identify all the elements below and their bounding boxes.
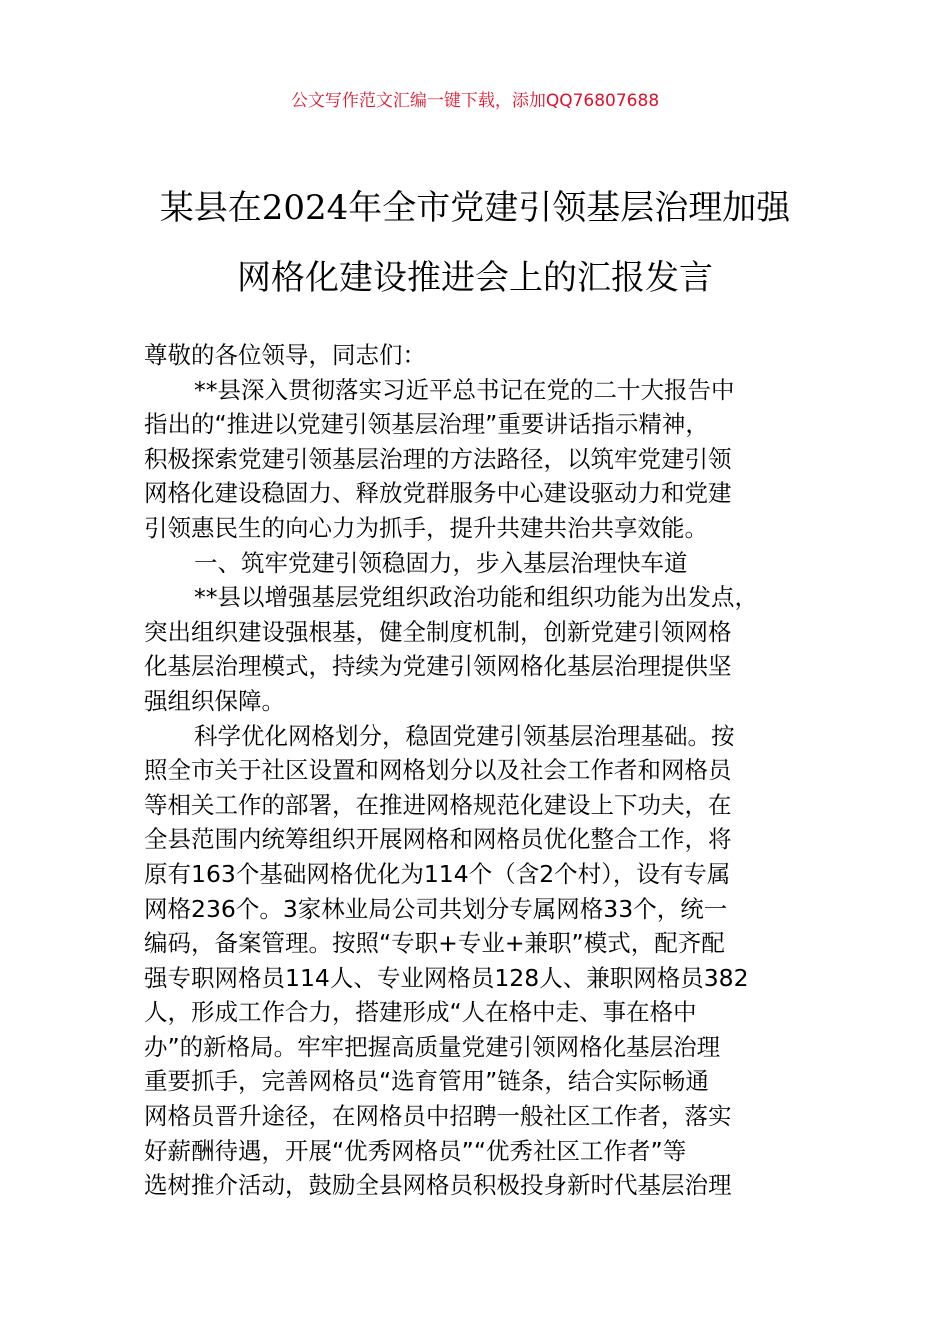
body-text-line: 强专职网格员114人、专业网格员128人、兼职网格员382 [144,963,749,992]
body-text-line: 网格化建设稳固力、释放党群服务中心建设驱动力和党建 [144,479,732,508]
body-text-line: 等相关工作的部署，在推进网格规范化建设上下功夫，在 [144,790,732,819]
body-text-line: 办”的新格局。牢牢把握高质量党建引领网格化基层治理 [144,1032,721,1061]
body-text-line: 引领惠民生的向心力为抓手，提升共建共治共享效能。 [144,513,708,542]
body-text-line: 原有163个基础网格优化为114个（含2个村），设有专属 [144,859,731,888]
body-text-line: **县以增强基层党组织政治功能和组织功能为出发点， [194,583,758,612]
body-text-line: 一、筑牢党建引领稳固力，步入基层治理快车道 [194,548,688,577]
body-text-line: 好薪酬待遇，开展“优秀网格员”“优秀社区工作者”等 [144,1136,687,1165]
body-text-line: 人，形成工作合力，搭建形成“人在格中走、事在格中 [144,998,697,1027]
document-title-line-2: 网格化建设推进会上的汇报发言 [237,258,713,298]
body-text-line: 积极探索党建引领基层治理的方法路径，以筑牢党建引领 [144,444,732,473]
body-text-line: 突出组织建设强根基，健全制度机制，创新党建引领网格 [144,617,732,646]
body-text-line: 编码，备案管理。按照“专职+专业+兼职”模式，配齐配 [144,929,725,958]
body-text-line: 科学优化网格划分，稳固党建引领基层治理基础。按 [194,721,735,750]
download-banner-link[interactable]: 公文写作范文汇编一键下载，添加QQ76807688 [290,91,660,111]
body-text-line: 指出的“推进以党建引领基层治理”重要讲话指示精神， [144,410,709,439]
document-body [144,338,834,1203]
document-title-line-1: 某县在2024年全市党建引领基层治理加强 [159,188,791,228]
body-text-line: 网格员晋升途径，在网格员中招聘一般社区工作者，落实 [144,1102,732,1131]
body-text-line: 化基层治理模式，持续为党建引领网格化基层治理提供坚 [144,652,732,681]
body-text-line: **县深入贯彻落实习近平总书记在党的二十大报告中 [194,375,735,404]
body-text-line: 重要抓手，完善网格员“选育管用”链条，结合实际畅通 [144,1067,709,1096]
body-text-line: 全县范围内统筹组织开展网格和网格员优化整合工作，将 [144,825,732,854]
body-text-line: 网格236个。3家林业局公司共划分专属网格33个，统一 [144,894,728,923]
body-text-line: 选树推介活动，鼓励全县网格员积极投身新时代基层治理 [144,1171,732,1200]
body-text-line: 强组织保障。 [144,686,285,715]
body-text-line: 照全市关于社区设置和网格划分以及社会工作者和网格员 [144,756,732,785]
body-text-line: 尊敬的各位领导，同志们： [144,341,426,369]
